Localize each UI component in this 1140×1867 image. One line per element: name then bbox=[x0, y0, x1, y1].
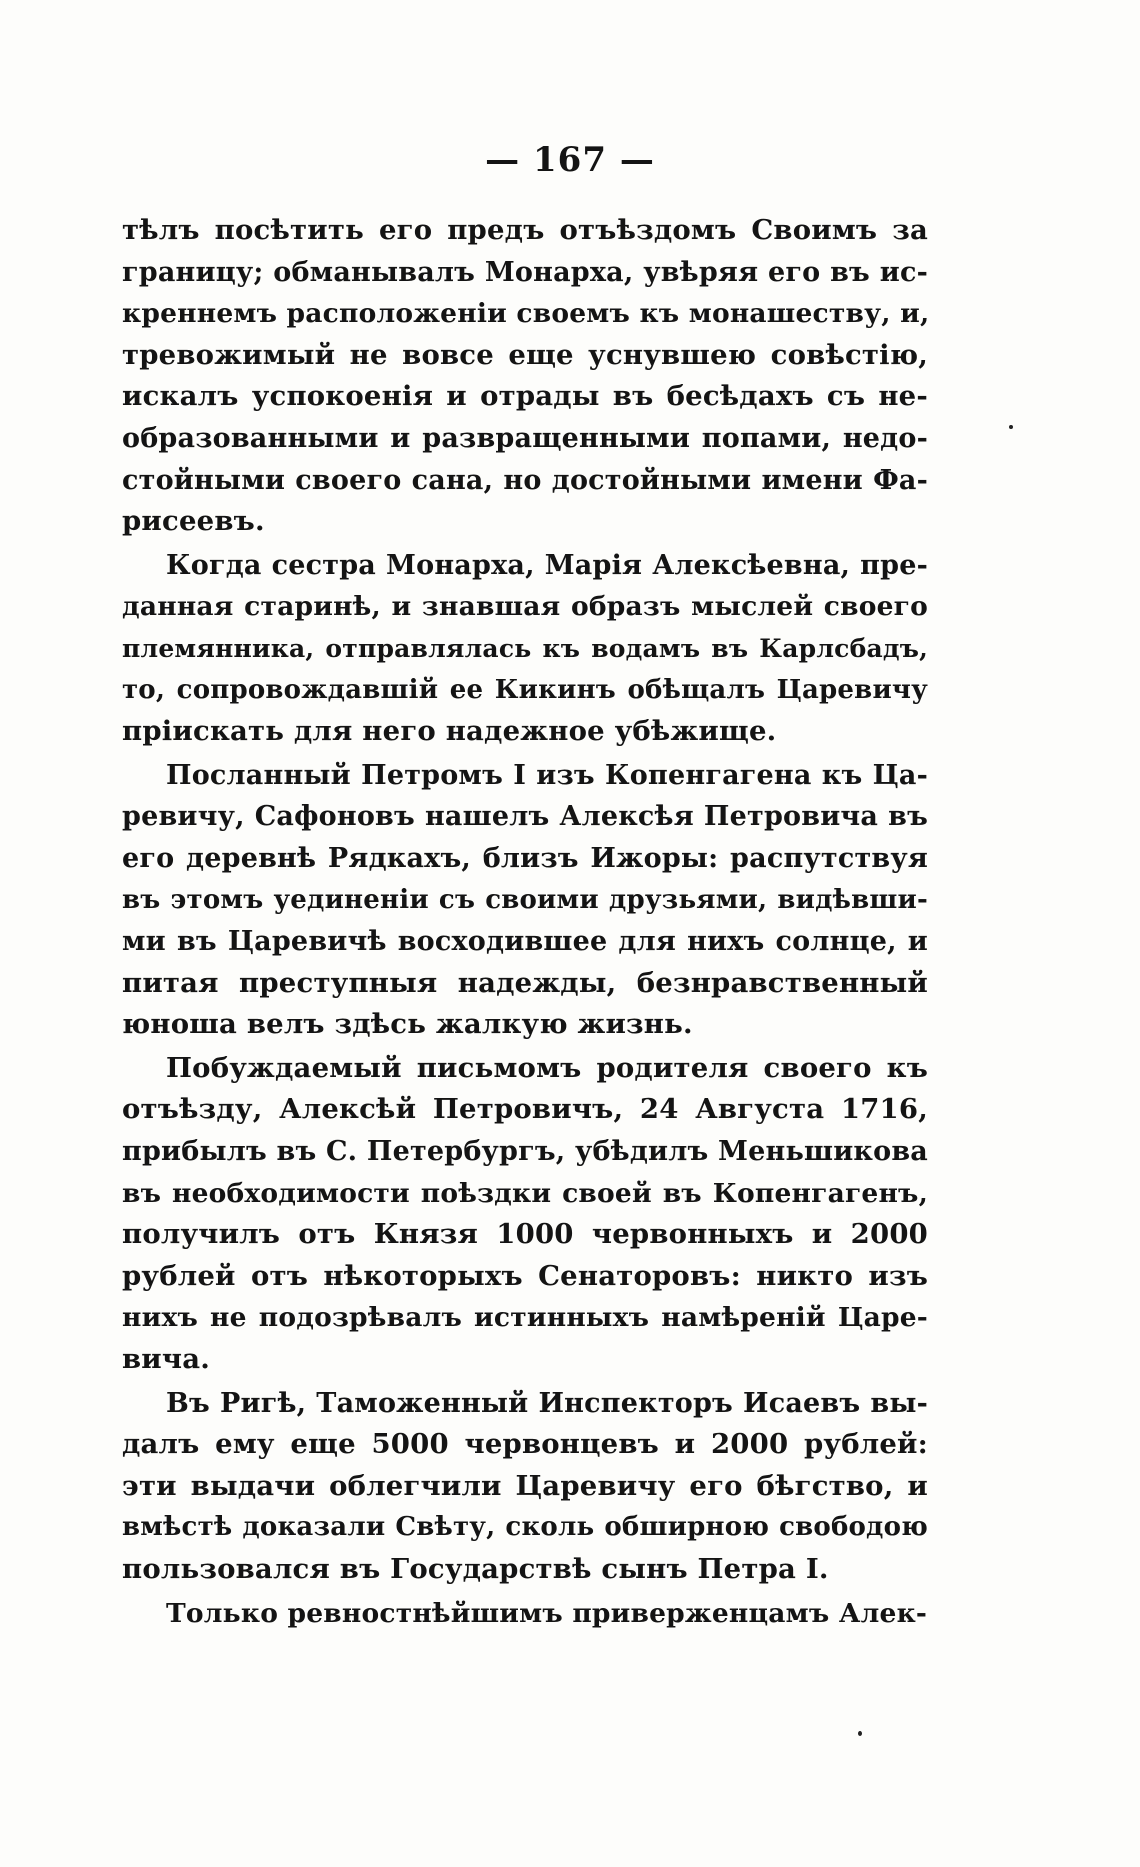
text-line: Посланный Петромъ I изъ Копенгагена къ Ца- bbox=[166, 759, 928, 791]
text-line: тревожимый не вовсе еще уснувшею совѣстiю, bbox=[122, 338, 928, 371]
paragraph bbox=[122, 1593, 928, 1635]
text-line: въ необходимости поѣздки своей въ Копенгагенъ, bbox=[122, 1177, 928, 1209]
text-line: креннемъ расположенiи своемъ къ монашеству, и, bbox=[122, 298, 930, 330]
text-line: данная старинѣ, и знавшая образъ мыслей своего bbox=[122, 591, 928, 623]
page-number: — 167 — bbox=[485, 140, 655, 180]
text-line: Когда сестра Монарха, Марiя Алексѣевна, пре- bbox=[166, 549, 928, 581]
text-line: отъѣзду, Алексѣй Петровичъ, 24 Августа 1716, bbox=[122, 1093, 928, 1126]
text-line: получилъ отъ Князя 1000 червонныхъ и 2000 bbox=[122, 1218, 928, 1251]
text-line: юноша велъ здѣсь жалкую жизнь. bbox=[122, 1008, 693, 1041]
text-line: прибылъ въ С. Петербургъ, убѣдилъ Меньшикова bbox=[122, 1136, 928, 1168]
text-line: образованными и развращенными попами, недо- bbox=[122, 422, 928, 454]
paragraph bbox=[122, 545, 928, 753]
text-line: тѣлъ посѣтить его предъ отъѣздомъ Своимъ за bbox=[122, 214, 928, 246]
text-line: искалъ успокоенiя и отрады въ бесѣдахъ съ не- bbox=[122, 380, 928, 413]
print-speck bbox=[1009, 425, 1013, 429]
text-line: Побуждаемый письмомъ родителя своего къ bbox=[166, 1051, 928, 1084]
text-line: Въ Ригѣ, Таможенный Инспекторъ Исаевъ вы- bbox=[166, 1387, 928, 1419]
text-line: далъ ему еще 5000 червонцевъ и 2000 рублей: bbox=[122, 1428, 928, 1461]
text-line: племянника, отправлялась къ водамъ въ Карлсбадъ, bbox=[122, 633, 928, 663]
paragraph bbox=[122, 210, 928, 543]
text-line: ми въ Царевичѣ восходившее для нихъ солнце, и bbox=[122, 926, 928, 958]
text-line: въ этомъ уединенiи съ своими друзьями, видѣвши- bbox=[122, 884, 928, 915]
paragraph bbox=[122, 755, 928, 1046]
text-line: то, сопровождавшiй ее Кикинъ обѣщалъ Царевичу bbox=[122, 674, 928, 705]
text-line: рублей отъ нѣкоторыхъ Сенаторовъ: никто изъ bbox=[122, 1259, 928, 1292]
text-line: прiискать для него надежное убѣжище. bbox=[122, 715, 777, 748]
text-line: стойными своего сана, но достойными имени Фа- bbox=[122, 464, 928, 496]
text-line: вмѣстѣ доказали Свѣту, сколь обширною свободою bbox=[122, 1512, 928, 1543]
text-line: пользовался въ Государствѣ сынъ Петра I. bbox=[122, 1553, 829, 1585]
body-text bbox=[122, 210, 928, 1634]
text-line: питая преступныя надежды, безнравственный bbox=[122, 966, 928, 999]
text-line: рисеевъ. bbox=[122, 505, 265, 538]
text-line: вича. bbox=[122, 1343, 211, 1376]
text-line: ревичу, Сафоновъ нашелъ Алексѣя Петровича въ bbox=[122, 801, 928, 833]
text-line: его деревнѣ Рядкахъ, близъ Ижоры: распутствуя bbox=[122, 842, 928, 874]
text-line: границу; обманывалъ Монарха, увѣряя его въ ис- bbox=[122, 256, 928, 288]
text-line: нихъ не подозрѣвалъ истинныхъ намѣренiй Царе- bbox=[122, 1302, 928, 1334]
text-line: Только ревностнѣйшимъ приверженцамъ Алек- bbox=[166, 1597, 928, 1629]
paragraph bbox=[122, 1383, 928, 1591]
print-speck bbox=[858, 1731, 862, 1736]
paragraph bbox=[122, 1048, 928, 1381]
text-line: эти выдачи облегчили Царевичу его бѣгство, и bbox=[122, 1469, 928, 1502]
